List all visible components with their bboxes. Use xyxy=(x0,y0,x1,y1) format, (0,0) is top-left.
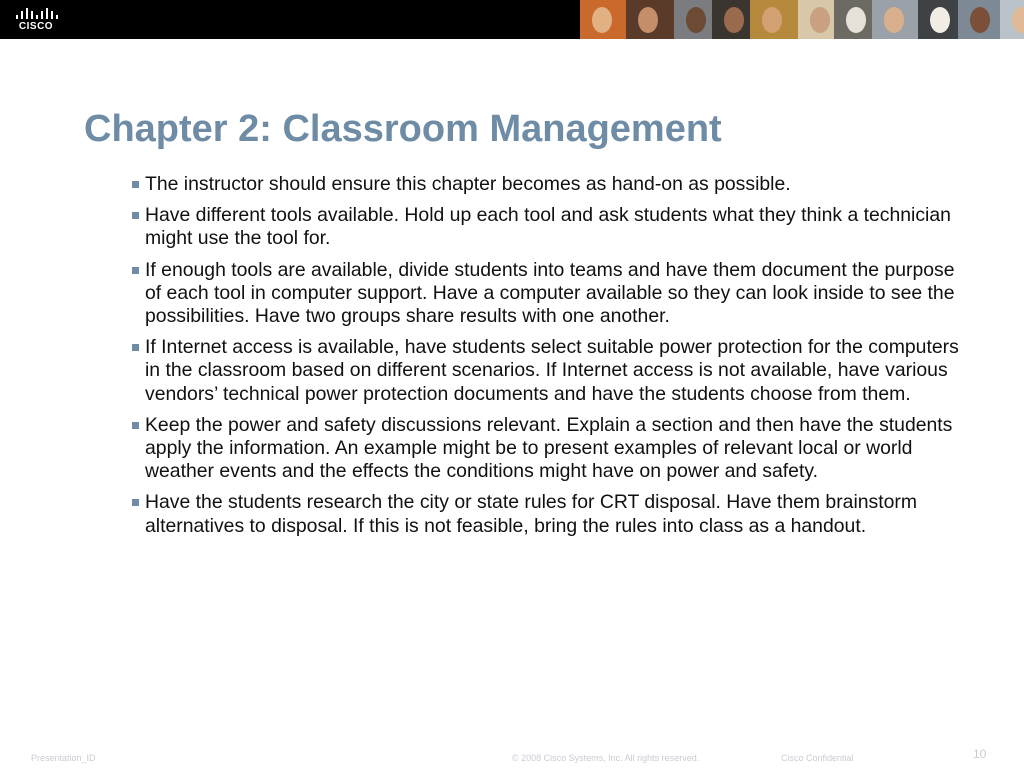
cisco-bridge-icon xyxy=(13,6,59,20)
person-face-icon xyxy=(846,7,866,33)
person-face-icon xyxy=(1012,7,1024,33)
cisco-logo xyxy=(13,6,59,34)
person-face-icon xyxy=(686,7,706,33)
bullet-text: Have the students research the city or state rules for CRT disposal. Have them brainstorm alternatives to disposal. If this is not feasible, bring the rules into class as a handout. xyxy=(145,491,918,537)
square-bullet-icon xyxy=(132,499,139,506)
bullet-text: Keep the power and safety discussions relevant. Explain a section and then have the students apply the information. An example might be to present examples of relevant local or world weather events and the effects the conditions might have on power and safety. xyxy=(145,413,953,483)
bullet-list xyxy=(130,173,960,546)
bullet-text: The instructor should ensure this chapter becomes as hand-on as possible. xyxy=(145,173,791,195)
header-photo xyxy=(626,0,674,39)
square-bullet-icon xyxy=(132,344,139,351)
bullet-text: Have different tools available. Hold up each tool and ask students what they think a technician might use the tool for. xyxy=(145,204,951,250)
person-face-icon xyxy=(592,7,612,33)
footer-confidential: Cisco Confidential xyxy=(781,753,854,763)
header-photo xyxy=(798,0,834,39)
bullet-item xyxy=(130,173,960,196)
person-face-icon xyxy=(930,7,950,33)
person-face-icon xyxy=(762,7,782,33)
person-face-icon xyxy=(884,7,904,33)
page-number: 10 xyxy=(973,747,987,761)
bullet-item xyxy=(130,259,960,329)
bullet-text: If Internet access is available, have students select suitable power protection for the computers in the classroom based on different scenarios. If Internet access is not available, have various vendors’ technical power protection documents and have the students choose from them. xyxy=(145,336,959,405)
header-photo xyxy=(918,0,958,39)
header-bar xyxy=(0,0,1024,39)
slide-title: Chapter 2: Classroom Management xyxy=(84,108,722,150)
header-photo xyxy=(1000,0,1024,39)
footer-copyright: © 2008 Cisco Systems, Inc. All rights reserved. xyxy=(512,753,700,763)
square-bullet-icon xyxy=(132,181,139,188)
square-bullet-icon xyxy=(132,267,139,274)
header-photo xyxy=(674,0,712,39)
header-photo xyxy=(834,0,872,39)
person-face-icon xyxy=(638,7,658,33)
bullet-item xyxy=(130,336,960,406)
square-bullet-icon xyxy=(132,422,139,429)
square-bullet-icon xyxy=(132,212,139,219)
header-photo xyxy=(958,0,1000,39)
header-photo xyxy=(712,0,750,39)
bullet-item xyxy=(130,204,960,250)
bullet-item xyxy=(130,491,960,537)
header-photo xyxy=(872,0,918,39)
header-photo xyxy=(750,0,798,39)
header-photo xyxy=(580,0,626,39)
cisco-logo-text: CISCO xyxy=(18,21,54,32)
person-face-icon xyxy=(724,7,744,33)
person-face-icon xyxy=(810,7,830,33)
header-photo-strip xyxy=(580,0,1024,39)
bullet-text: If enough tools are available, divide students into teams and have them document the purpose of each tool in computer support. Have a computer available so they can look inside to see the possibilities. Have two groups share results with one another. xyxy=(145,258,955,328)
footer-presentation-id: Presentation_ID xyxy=(31,753,96,763)
bullet-item xyxy=(130,414,960,484)
person-face-icon xyxy=(970,7,990,33)
